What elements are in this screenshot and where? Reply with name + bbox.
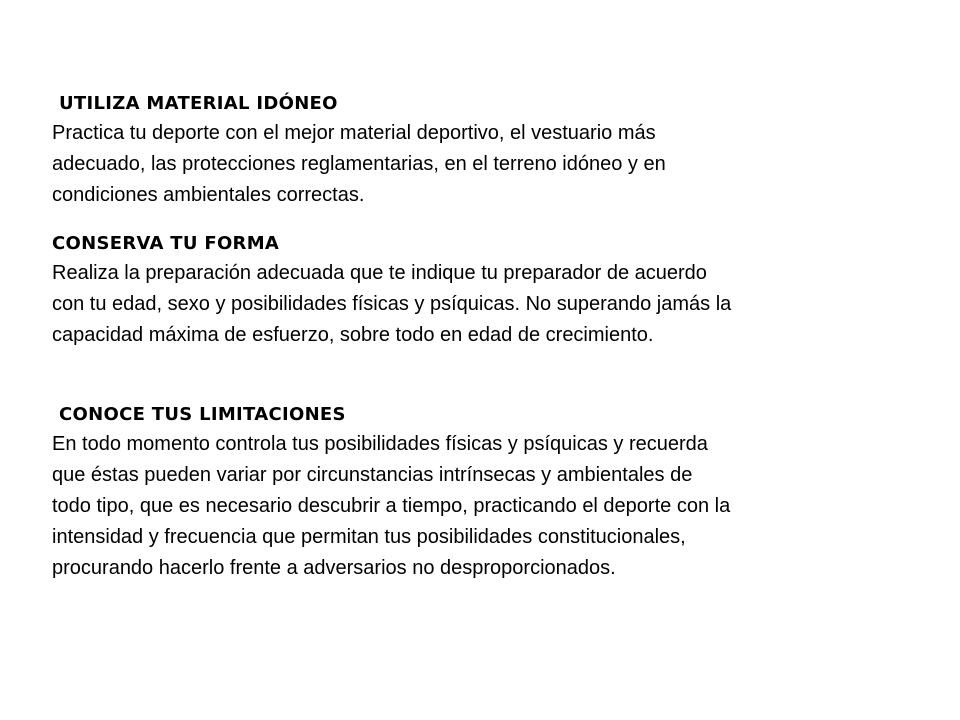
section-heading: CONOCE TUS LIMITACIONES bbox=[59, 404, 346, 425]
section-heading: CONSERVA TU FORMA bbox=[52, 233, 280, 254]
section-material bbox=[52, 90, 892, 211]
body-text-line: En todo momento controla tus posibilidades físicas y psíquicas y recuerda bbox=[52, 433, 708, 455]
body-text-line: intensidad y frecuencia que permitan tus posibilidades constitucionales, bbox=[52, 526, 686, 548]
body-text-line: condiciones ambientales correctas. bbox=[52, 184, 365, 206]
body-text-line: adecuado, las protecciones reglamentarias, en el terreno idóneo y en bbox=[52, 153, 666, 175]
body-text-line: con tu edad, sexo y posibilidades físicas y psíquicas. No superando jamás la bbox=[52, 293, 732, 315]
body-text-line: todo tipo, que es necesario descubrir a tiempo, practicando el deporte con la bbox=[52, 495, 731, 517]
section-forma bbox=[52, 230, 892, 351]
body-text-line: procurando hacerlo frente a adversarios no desproporcionados. bbox=[52, 557, 616, 579]
body-text-line: Practica tu deporte con el mejor material deportivo, el vestuario más bbox=[52, 122, 656, 144]
section-heading: UTILIZA MATERIAL IDÓNEO bbox=[59, 93, 338, 114]
body-text-line: que éstas pueden variar por circunstancias intrínsecas y ambientales de bbox=[52, 464, 693, 486]
body-text-line: capacidad máxima de esfuerzo, sobre todo en edad de crecimiento. bbox=[52, 324, 654, 346]
section-limitaciones bbox=[52, 401, 892, 584]
body-text-line: Realiza la preparación adecuada que te indique tu preparador de acuerdo bbox=[52, 262, 707, 284]
